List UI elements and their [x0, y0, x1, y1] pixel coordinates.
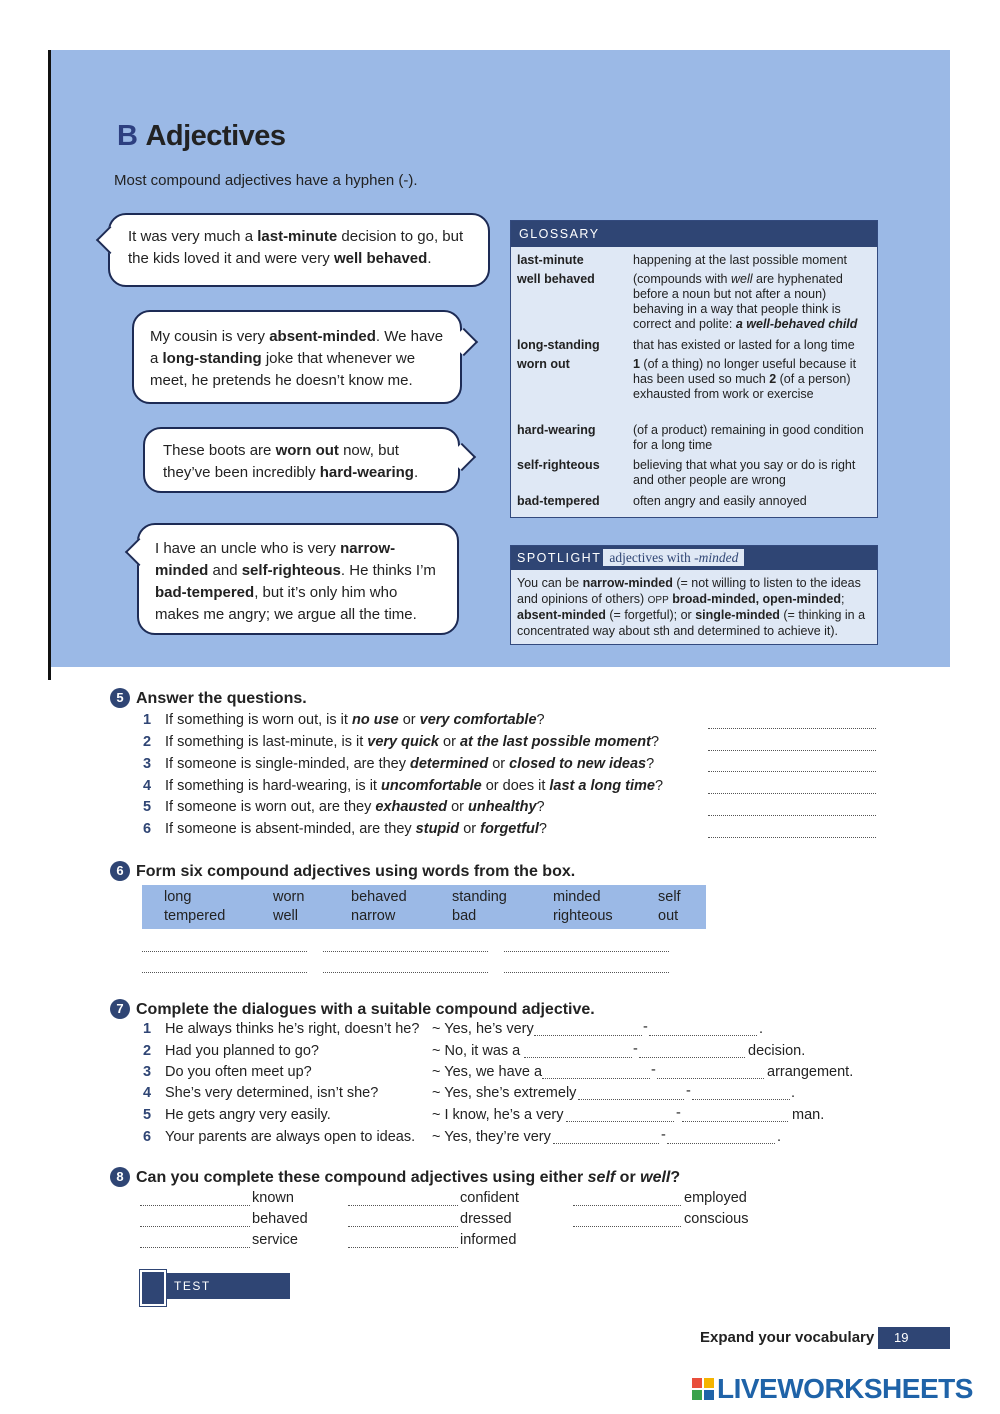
box-word: behaved: [351, 889, 407, 905]
question-text: If someone is worn out, are they exhausted or unhealthy?: [165, 799, 545, 815]
speech-bubble-1: [108, 213, 490, 287]
glossary-definition: that has existed or lasted for a long time: [633, 338, 855, 352]
glossary-definition: (compounds with well are hyphenated before a noun but not after a noun) behaving in a way that people think is correct and polite: a well-behaved child: [633, 272, 858, 331]
footer-title: Expand your vocabulary: [700, 1329, 875, 1346]
exercise-title: Form six compound adjectives using words from the box.: [136, 863, 576, 880]
question-number: 4: [143, 778, 152, 794]
answer-line[interactable]: [708, 793, 876, 794]
question-text: If something is hard-wearing, is it uncomfortable or does it last a long time?: [165, 778, 664, 794]
answer-line[interactable]: [667, 1143, 775, 1144]
glossary-definition: (of a product) remaining in good condition for a long time: [633, 423, 864, 452]
section-intro: Most compound adjectives have a hyphen (-).: [114, 172, 418, 189]
answer-line[interactable]: [708, 771, 876, 772]
glossary-definition: happening at the last possible moment: [633, 253, 848, 267]
spotlight-subtitle-italic: -minded: [694, 550, 739, 565]
spotlight-box: [510, 545, 878, 645]
glossary-title: GLOSSARY: [511, 221, 877, 247]
question-number: 6: [143, 821, 152, 837]
answer-line[interactable]: [708, 837, 876, 838]
section-letter: B: [117, 120, 138, 152]
question-text: If someone is absent-minded, are they stupid or forgetful?: [165, 821, 547, 837]
answer-line[interactable]: [578, 1099, 684, 1100]
box-word: out: [658, 908, 679, 924]
answer-line[interactable]: [534, 1035, 642, 1036]
box-word: bad: [452, 908, 477, 924]
exercise-title: Complete the dialogues with a suitable compound adjective.: [136, 1001, 595, 1018]
question-text: If something is worn out, is it no use or very comfortable?: [165, 712, 545, 728]
exercise-title: Answer the questions.: [136, 690, 307, 707]
glossary-term: self-righteous: [517, 458, 600, 472]
dialogue-end: arrangement.: [767, 1064, 854, 1080]
exercise-6-heading: [110, 861, 575, 881]
answer-line[interactable]: [140, 1205, 250, 1206]
spotlight-label: SPOTLIGHT: [517, 551, 602, 565]
dialogue-end: decision.: [748, 1043, 806, 1059]
completion-word: service: [252, 1232, 298, 1248]
bubble-text: These boots are worn out now, but they’ve been incredibly hard-wearing.: [163, 442, 419, 481]
speech-bubble-2: [132, 310, 462, 404]
dialogue-prompt: He gets angry very easily.: [165, 1107, 331, 1123]
question-3: [143, 754, 654, 774]
dialogue-reply: ~ Yes, they’re very: [432, 1129, 551, 1145]
answer-line[interactable]: [692, 1099, 790, 1100]
dialogue-4: [143, 1083, 378, 1103]
bubble-text: I have an uncle who is very narrow-minded and self-righteous. He thinks I’m bad-tempered, but it’s only him who makes me angry; we argue all the time.: [155, 540, 436, 623]
completion-word: informed: [460, 1232, 517, 1248]
spotlight-subtitle-text: adjectives with: [609, 550, 695, 565]
box-word: narrow: [351, 908, 396, 924]
dialogue-5: [143, 1105, 331, 1125]
glossary-definition: believing that what you say or do is right and other people are wrong: [633, 458, 856, 487]
dialogue-prompt: Had you planned to go?: [165, 1043, 319, 1059]
question-number: 3: [143, 756, 152, 772]
answer-line[interactable]: [682, 1121, 788, 1122]
glossary-box: [510, 220, 878, 518]
spotlight-body: You can be narrow-minded (= not willing to listen to the ideas and opinions of others) OPP broad-minded, open-minded; absent-minded (= forgetful); or single-minded (= thinking in a concentrated way about sth and determined to achieve it).: [517, 576, 866, 638]
dialogue-end: .: [791, 1085, 796, 1101]
question-text: If someone is single-minded, are they determined or closed to new ideas?: [165, 756, 655, 772]
answer-line[interactable]: [348, 1247, 458, 1248]
dialogue-reply: ~ Yes, she’s extremely: [432, 1085, 577, 1101]
bubble-text: My cousin is very absent-minded. We have a long-standing joke that whenever we meet, he pretends he doesn’t know me.: [150, 328, 444, 389]
dialogue-3: [143, 1062, 312, 1082]
answer-line[interactable]: [504, 972, 669, 973]
completion-word: confident: [460, 1190, 519, 1206]
glossary-term: well behaved: [517, 272, 595, 286]
hyphen: -: [643, 1019, 648, 1035]
test-yourself-label: TEST YOURSELF: [152, 1273, 290, 1299]
question-6: [143, 819, 547, 839]
exercise-8-heading: [110, 1167, 680, 1187]
dialogue-reply: ~ No, it was a: [432, 1043, 521, 1059]
word-box: [142, 885, 706, 929]
completion-word: known: [252, 1190, 294, 1206]
hyphen: -: [686, 1083, 691, 1099]
brand-name: LIVEWORKSHEETS: [717, 1373, 973, 1404]
dialogue-number: 4: [143, 1085, 152, 1101]
exercise-5-heading: [110, 688, 307, 708]
grid-logo-icon: [692, 1378, 714, 1400]
dialogue-prompt: She’s very determined, isn’t she?: [165, 1085, 379, 1101]
question-1: [143, 710, 545, 730]
exercise-title: Can you complete these compound adjectives using either self or well?: [136, 1169, 681, 1186]
dialogue-reply: ~ I know, he’s a very: [432, 1107, 564, 1123]
glossary-term: hard-wearing: [517, 423, 596, 437]
dialogue-prompt: Do you often meet up?: [165, 1064, 312, 1080]
dialogue-end: .: [759, 1021, 764, 1037]
answer-line[interactable]: [542, 1078, 650, 1079]
hyphen: -: [651, 1062, 656, 1078]
test-yourself-button[interactable]: [138, 1270, 290, 1319]
dialogue-2: [143, 1041, 319, 1061]
question-2: [143, 732, 659, 752]
answer-line[interactable]: [708, 728, 876, 729]
dialogue-number: 2: [143, 1043, 152, 1059]
dialogue-end: man.: [792, 1107, 825, 1123]
question-text: If something is last-minute, is it very quick or at the last possible moment?: [165, 734, 660, 750]
notebook-icon: [140, 1270, 166, 1306]
answer-line[interactable]: [553, 1143, 659, 1144]
spotlight-header: [511, 546, 877, 570]
dialogue-end: .: [777, 1129, 782, 1145]
speech-bubble-3: [143, 427, 460, 493]
spotlight-subtitle: [603, 549, 744, 566]
glossary-definition: often angry and easily annoyed: [633, 494, 807, 508]
dialogue-prompt: He always thinks he’s right, doesn’t he?: [165, 1021, 420, 1037]
dialogue-6: [143, 1127, 415, 1147]
section-title: Adjectives: [145, 120, 286, 152]
completion-word: dressed: [460, 1211, 512, 1227]
glossary-term: bad-tempered: [517, 494, 600, 508]
box-word: minded: [553, 889, 601, 905]
completion-word: employed: [684, 1190, 747, 1206]
answer-line[interactable]: [649, 1035, 757, 1036]
completion-word: conscious: [684, 1211, 749, 1227]
answer-line[interactable]: [573, 1226, 681, 1227]
answer-line[interactable]: [323, 972, 488, 973]
question-number: 2: [143, 734, 152, 750]
dialogue-number: 5: [143, 1107, 152, 1123]
answer-line[interactable]: [140, 1226, 250, 1227]
exercise-7-heading: [110, 999, 595, 1019]
answer-line[interactable]: [504, 951, 669, 952]
box-word: tempered: [164, 908, 226, 924]
answer-line[interactable]: [573, 1205, 681, 1206]
dialogue-reply: ~ Yes, we have a: [432, 1064, 543, 1080]
answer-line[interactable]: [639, 1057, 745, 1058]
glossary-term: long-standing: [517, 338, 600, 352]
box-word: self: [658, 889, 681, 905]
dialogue-prompt: Your parents are always open to ideas.: [165, 1129, 416, 1145]
exercise-number: 6: [110, 861, 130, 881]
left-rule: [48, 50, 51, 680]
glossary-term: last-minute: [517, 253, 584, 267]
answer-line[interactable]: [657, 1078, 764, 1079]
glossary-term: worn out: [517, 357, 570, 371]
answer-line[interactable]: [348, 1226, 458, 1227]
answer-line[interactable]: [348, 1205, 458, 1206]
completion-word: behaved: [252, 1211, 308, 1227]
box-word: worn: [273, 889, 305, 905]
answer-line[interactable]: [708, 815, 876, 816]
box-word: standing: [452, 889, 507, 905]
speech-bubble-4: [137, 523, 459, 635]
question-number: 5: [143, 799, 152, 815]
hyphen: -: [633, 1041, 638, 1057]
question-5: [143, 797, 545, 817]
hyphen: -: [676, 1105, 681, 1121]
dialogue-number: 1: [143, 1021, 152, 1037]
exercise-number: 5: [110, 688, 130, 708]
section-heading: [117, 120, 286, 153]
glossary-definition: 1 (of a thing) no longer useful because it has been used so much 2 (of a person) exhausted from work or exercise: [633, 357, 857, 401]
exercise-number: 7: [110, 999, 130, 1019]
answer-line[interactable]: [566, 1121, 674, 1122]
dialogue-number: 6: [143, 1129, 152, 1145]
bubble-text: It was very much a last-minute decision to go, but the kids loved it and were very well behaved.: [128, 228, 464, 267]
page-number: 19: [878, 1327, 950, 1349]
question-number: 1: [143, 712, 152, 728]
dialogue-1: [143, 1019, 419, 1039]
box-word: well: [273, 908, 298, 924]
box-word: long: [164, 889, 192, 905]
answer-line[interactable]: [140, 1247, 250, 1248]
answer-line[interactable]: [524, 1057, 632, 1058]
dialogue-number: 3: [143, 1064, 152, 1080]
answer-line[interactable]: [142, 951, 307, 952]
answer-line[interactable]: [708, 750, 876, 751]
answer-line[interactable]: [323, 951, 488, 952]
box-word: righteous: [553, 908, 613, 924]
answer-line[interactable]: [142, 972, 307, 973]
hyphen: -: [661, 1127, 666, 1143]
question-4: [143, 776, 663, 796]
dialogue-reply: ~ Yes, he’s very: [432, 1021, 534, 1037]
brand-logo: [692, 1373, 973, 1405]
exercise-number: 8: [110, 1167, 130, 1187]
